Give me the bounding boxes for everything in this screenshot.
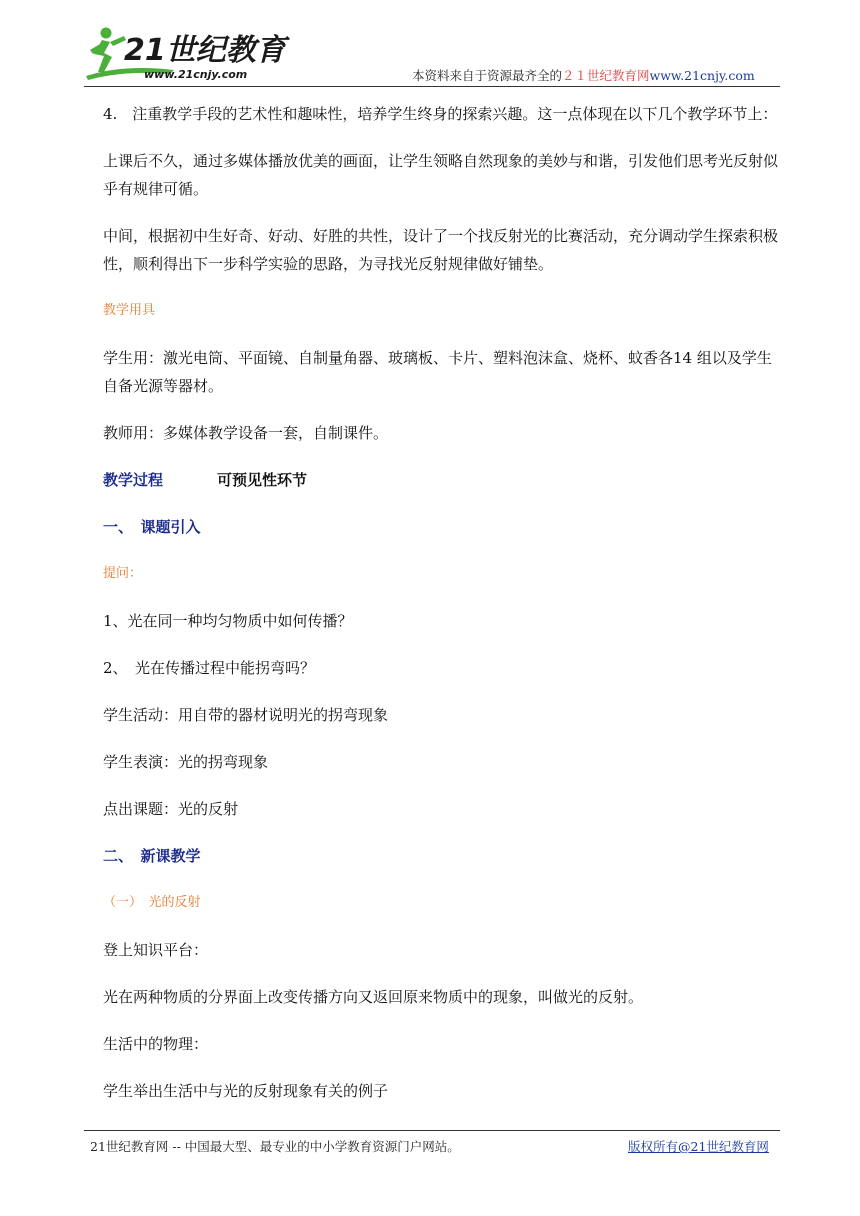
reflection-definition: 光在两种物质的分界面上改变传播方向又返回原来物质中的现象，叫做光的反射。 — [103, 988, 644, 1006]
footer-copyright-link[interactable]: 版权所有@21世纪教育网 — [628, 1139, 769, 1154]
header-note-url[interactable]: www.21cnjy.com — [649, 68, 755, 83]
section-heading-2: 二、 新课教学 — [103, 847, 201, 865]
subsection-heading-1: （一） 光的反射 — [103, 895, 201, 910]
question-1: 1、光在同一种均匀物质中如何传播？ — [103, 612, 353, 630]
footer-divider — [84, 1130, 780, 1131]
student-performance: 学生表演：光的拐弯现象 — [103, 753, 269, 771]
question-label: 提问： — [103, 566, 143, 581]
heading-teaching-tools: 教学用具 — [103, 303, 156, 318]
paragraph-student-tools: 学生用：激光电筒、平面镜、自制量角器、玻璃板、卡片、塑料泡沫盒、烧杯、蚊香各14 组以及学生自备光源等器材。 — [103, 349, 772, 395]
knowledge-platform: 登上知识平台： — [103, 941, 209, 959]
footer-site-description: 21世纪教育网 -- 中国最大型、最专业的中小学教育资源门户网站。 — [90, 1139, 460, 1154]
logo-url: www.21cnjy.com — [144, 68, 248, 81]
paragraph-teacher-tools: 教师用：多媒体教学设备一套，自制课件。 — [103, 424, 389, 442]
document-body — [103, 100, 779, 1124]
heading-teaching-process — [103, 466, 779, 494]
student-examples: 学生举出生活中与光的反射现象有关的例子 — [103, 1082, 389, 1100]
header-note — [412, 66, 755, 84]
process-subheading: 可预见性环节 — [217, 471, 308, 489]
logo — [84, 24, 294, 84]
student-activity: 学生活动：用自带的器材说明光的拐弯现象 — [103, 706, 389, 724]
topic-statement: 点出课题：光的反射 — [103, 800, 239, 818]
section-heading-1: 一、 课题引入 — [103, 518, 201, 536]
header-note-prefix: 本资料来自于资源最齐全的 — [412, 68, 563, 83]
process-heading: 教学过程 — [103, 471, 164, 489]
logo-text: 21世纪教育 — [124, 33, 286, 68]
page-header — [0, 0, 860, 92]
header-note-highlight: ２１世纪教育网 — [562, 68, 650, 83]
paragraph-teaching-means: 4. 注重教学手段的艺术性和趣味性，培养学生终身的探索兴趣。这一点体现在以下几个教学环节上： — [103, 105, 778, 123]
paragraph-middle-activity: 中间，根据初中生好奇、好动、好胜的共性，设计了一个找反射光的比赛活动，充分调动学生探索积极性，顺利得出下一步科学实验的思路，为寻找光反射规律做好铺垫。 — [103, 227, 779, 273]
life-physics: 生活中的物理： — [103, 1035, 209, 1053]
header-divider — [84, 86, 780, 87]
paragraph-intro-media: 上课后不久，通过多媒体播放优美的画面，让学生领略自然现象的美妙与和谐，引发他们思考光反射似乎有规律可循。 — [103, 152, 779, 198]
question-2: 2、 光在传播过程中能拐弯吗？ — [103, 659, 316, 677]
